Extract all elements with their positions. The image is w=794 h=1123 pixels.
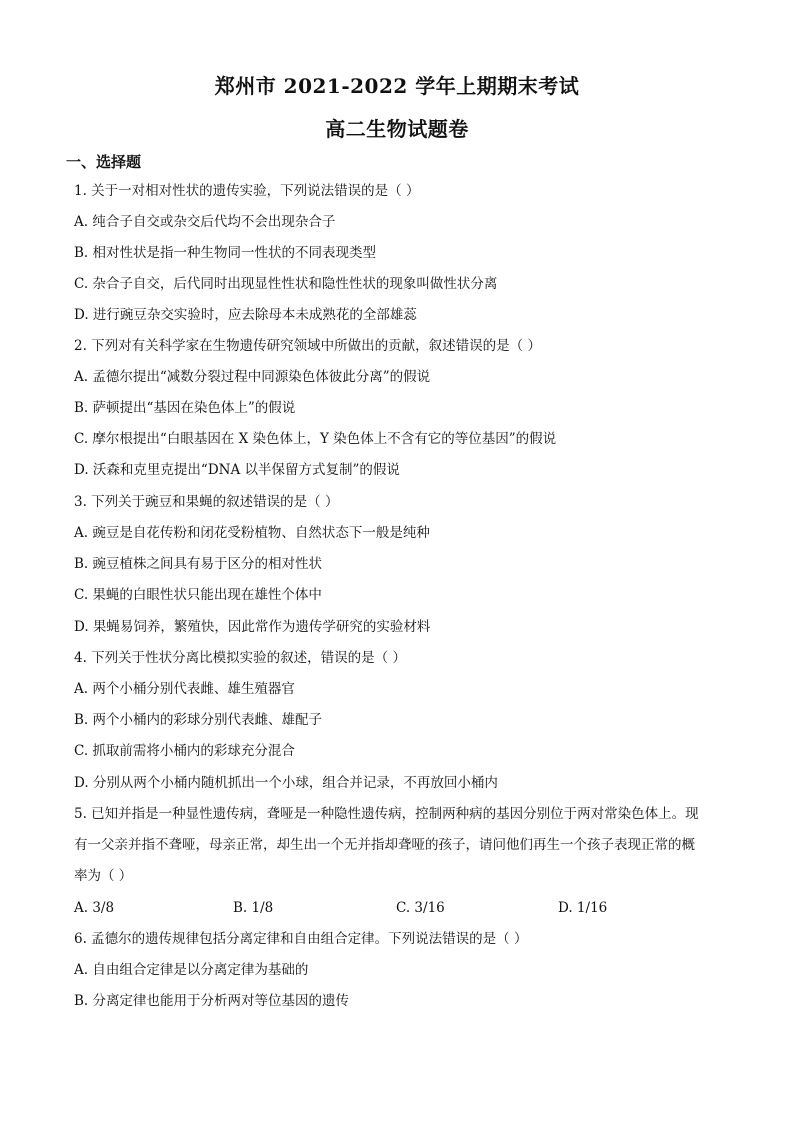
question-3-option-d: D. 果蝇易饲养，繁殖快，因此常作为遗传学研究的实验材料	[74, 619, 431, 635]
question-4-option-c: C. 抓取前需将小桶内的彩球充分混合	[74, 743, 295, 759]
question-3-option-c: C. 果蝇的白眼性状只能出现在雄性个体中	[74, 587, 322, 603]
question-1-option-c: C. 杂合子自交，后代同时出现显性性状和隐性性状的现象叫做性状分离	[74, 276, 498, 292]
question-5-stem-line-2: 有一父亲并指不聋哑，母亲正常，却生出一个无并指却聋哑的孩子，请问他们再生一个孩子表现正常的概	[74, 837, 695, 853]
question-4-option-d: D. 分别从两个小桶内随机抓出一个小球，组合并记录，不再放回小桶内	[74, 775, 498, 791]
question-3-option-a: A. 豌豆是自花传粉和闭花受粉植物、自然状态下一般是纯种	[74, 525, 430, 541]
question-2-option-c: C. 摩尔根提出“白眼基因在 X 染色体上，Y 染色体上不含有它的等位基因”的假说	[74, 431, 557, 447]
question-2-option-a: A. 孟德尔提出“减数分裂过程中同源染色体彼此分离”的假说	[74, 369, 431, 385]
question-5-option-a: A. 3/8	[74, 900, 115, 916]
exam-title: 郑州市 2021-2022 学年上期期末考试	[214, 74, 580, 98]
question-1-option-d: D. 进行豌豆杂交实验时，应去除母本未成熟花的全部雄蕊	[74, 307, 417, 323]
question-5-stem-line-1: 5. 已知并指是一种显性遗传病，聋哑是一种隐性遗传病，控制两种病的基因分别位于两对常染色体上。现	[74, 806, 699, 822]
question-1-option-a: A. 纯合子自交或杂交后代均不会出现杂合子	[74, 214, 336, 230]
question-5-stem-line-3: 率为（ ）	[74, 868, 133, 884]
question-4-stem: 4. 下列关于性状分离比模拟实验的叙述，错误的是（ ）	[74, 650, 406, 666]
question-6-option-b: B. 分离定律也能用于分析两对等位基因的遗传	[74, 993, 350, 1009]
question-1-option-b: B. 相对性状是指一种生物同一性状的不同表现类型	[74, 245, 377, 261]
question-2-stem: 2. 下列对有关科学家在生物遗传研究领域中所做出的贡献，叙述错误的是（ ）	[74, 338, 541, 354]
question-6-option-a: A. 自由组合定律是以分离定律为基础的	[74, 962, 309, 978]
question-1-stem: 1. 关于一对相对性状的遗传实验，下列说法错误的是（ ）	[74, 183, 420, 199]
question-2-option-d: D. 沃森和克里克提出“DNA 以半保留方式复制”的假说	[74, 462, 400, 478]
question-2-option-b: B. 萨顿提出“基因在染色体上”的假说	[74, 400, 296, 416]
question-6-stem: 6. 孟德尔的遗传规律包括分离定律和自由组合定律。下列说法错误的是（ ）	[74, 931, 528, 947]
question-4-option-b: B. 两个小桶内的彩球分别代表雌、雄配子	[74, 712, 323, 728]
question-5-option-d: D. 1/16	[558, 900, 608, 916]
question-3-option-b: B. 豌豆植株之间具有易于区分的相对性状	[74, 556, 323, 572]
question-5-option-c: C. 3/16	[396, 900, 445, 916]
exam-subtitle: 高二生物试题卷	[325, 117, 469, 141]
question-5-option-b: B. 1/8	[233, 900, 274, 916]
section-heading: 一、选择题	[66, 153, 142, 171]
question-3-stem: 3. 下列关于豌豆和果蝇的叙述错误的是（ ）	[74, 494, 339, 510]
question-4-option-a: A. 两个小桶分别代表雌、雄生殖器官	[74, 681, 295, 697]
